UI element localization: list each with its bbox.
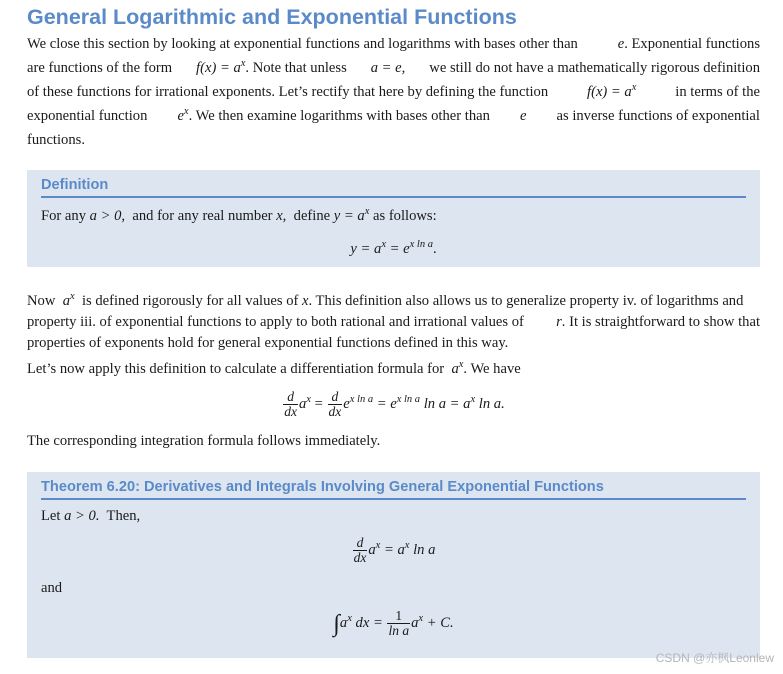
intro-line <box>27 33 760 57</box>
theorem-box <box>27 472 760 658</box>
math-sup: x <box>306 394 311 406</box>
math-sup: x <box>69 291 75 303</box>
intro-line <box>27 81 760 105</box>
math: a > 0. <box>64 508 100 524</box>
math: a <box>411 615 419 631</box>
body-paragraph-3: The corresponding integration formula follows immediately. <box>27 433 381 449</box>
theorem-integral-formula <box>27 606 760 643</box>
definition-title: Definition <box>41 176 746 198</box>
body-paragraph-1 <box>27 290 760 353</box>
text: is defined rigorously for all values of <box>81 293 299 309</box>
math: x, <box>276 208 287 224</box>
body-line <box>27 311 760 332</box>
math: ln a = a <box>423 396 471 413</box>
fraction-denominator: dx <box>284 404 297 420</box>
math: y = a <box>333 208 365 224</box>
text: . We have <box>463 361 521 377</box>
math: a <box>339 615 348 631</box>
body-line <box>27 332 760 353</box>
text: . We then examine logarithms with bases other than <box>188 108 490 124</box>
fraction-numerator: d <box>328 390 343 405</box>
body-line <box>27 290 760 311</box>
text: functions. <box>27 132 85 148</box>
fraction <box>387 609 410 638</box>
math: = e <box>376 396 397 413</box>
math: a <box>368 542 376 559</box>
intro-paragraph <box>27 33 760 151</box>
math-sup: x <box>347 613 352 625</box>
text: Let’s now apply this definition to calculate a differentiation formula for <box>27 361 445 377</box>
text: are functions of the form <box>27 60 173 76</box>
math: = a <box>383 542 405 559</box>
definition-formula <box>27 238 760 261</box>
math: + C. <box>426 615 454 631</box>
intro-line <box>27 105 760 129</box>
text: exponential function <box>27 108 148 124</box>
math: ln a <box>413 542 436 559</box>
intro-line <box>27 57 760 81</box>
text: as inverse functions of exponential <box>556 108 760 124</box>
math-sup: x ln a <box>396 394 421 406</box>
section-title: General Logarithmic and Exponential Functions <box>27 5 517 29</box>
fraction-numerator: 1 <box>387 609 410 624</box>
math-sup: x <box>631 82 637 94</box>
text: we still do not have a mathematically rigorous definition <box>429 60 760 76</box>
math: x <box>302 293 309 309</box>
math: . <box>432 241 437 257</box>
text: property iii. of exponential functions to apply to both rational and irrational values of <box>27 314 524 330</box>
math: ln a. <box>478 396 505 413</box>
math: y = a <box>350 241 382 257</box>
math: e <box>343 396 350 413</box>
definition-box <box>27 170 760 267</box>
watermark: CSDN @亦枫Leonlew <box>655 651 774 666</box>
text: . Exponential functions <box>624 36 760 52</box>
math-sup: x <box>418 613 424 625</box>
math: a <box>62 293 70 309</box>
math: r <box>556 314 562 330</box>
text: as follows: <box>373 208 437 224</box>
math-sup: x ln a <box>409 239 433 251</box>
text: We close this section by looking at exponential functions and logarithms with bases other than <box>27 36 578 52</box>
math: = e <box>389 241 410 257</box>
text: For any <box>41 208 86 224</box>
fraction-numerator: d <box>283 390 298 405</box>
math: a <box>451 361 459 377</box>
math-sup: x <box>375 540 381 552</box>
fraction <box>283 390 298 419</box>
text: Then, <box>106 508 141 524</box>
definition-statement <box>41 205 437 228</box>
fraction-denominator: dx <box>353 550 367 566</box>
theorem-hypothesis <box>41 505 140 528</box>
text: of these functions for irrational exponents. Let’s rectify that here by defining the function <box>27 84 549 100</box>
math-sup: x <box>183 106 189 118</box>
math: a <box>299 396 307 413</box>
math-sup: x <box>470 394 476 406</box>
math: f(x) = a <box>587 84 632 100</box>
text: Now <box>27 293 56 309</box>
derivative-equation <box>27 390 760 419</box>
math-sup: x <box>240 58 246 70</box>
text: . Note that unless <box>245 60 347 76</box>
text: define <box>293 208 331 224</box>
integral-sign: ∫ <box>333 611 340 637</box>
math: dx = <box>355 615 383 631</box>
fraction <box>328 390 343 419</box>
math-sup: x <box>364 206 370 218</box>
math-sup: x ln a <box>349 394 374 406</box>
math: a > 0, <box>89 208 126 224</box>
math-sup: x <box>381 239 386 251</box>
text: . This definition also allows us to generalize property iv. of logarithms and <box>308 293 744 309</box>
fraction-numerator: d <box>353 536 368 551</box>
math: e <box>519 108 527 124</box>
theorem-title: Theorem 6.20: Derivatives and Integrals Involving General Exponential Functions <box>41 478 746 500</box>
math: a = e, <box>370 60 406 76</box>
body-paragraph-2 <box>27 358 760 381</box>
math: = <box>314 396 323 413</box>
math: e <box>177 108 184 124</box>
text: properties of exponents hold for general exponential functions defined in this way. <box>27 335 509 351</box>
math-sup: x <box>458 359 464 371</box>
math-sup: x <box>404 540 410 552</box>
text: . It is straightforward to show that <box>561 314 760 330</box>
math: e <box>617 36 625 52</box>
text: and for any real number <box>132 208 273 224</box>
fraction-denominator: ln a <box>388 623 410 639</box>
theorem-derivative-formula <box>27 536 760 565</box>
fraction <box>353 536 368 565</box>
text: Let <box>41 508 61 524</box>
text: in terms of the <box>675 84 760 100</box>
math: f(x) = a <box>196 60 241 76</box>
theorem-and: and <box>41 580 63 596</box>
intro-line <box>27 129 760 151</box>
fraction-denominator: dx <box>328 404 342 420</box>
